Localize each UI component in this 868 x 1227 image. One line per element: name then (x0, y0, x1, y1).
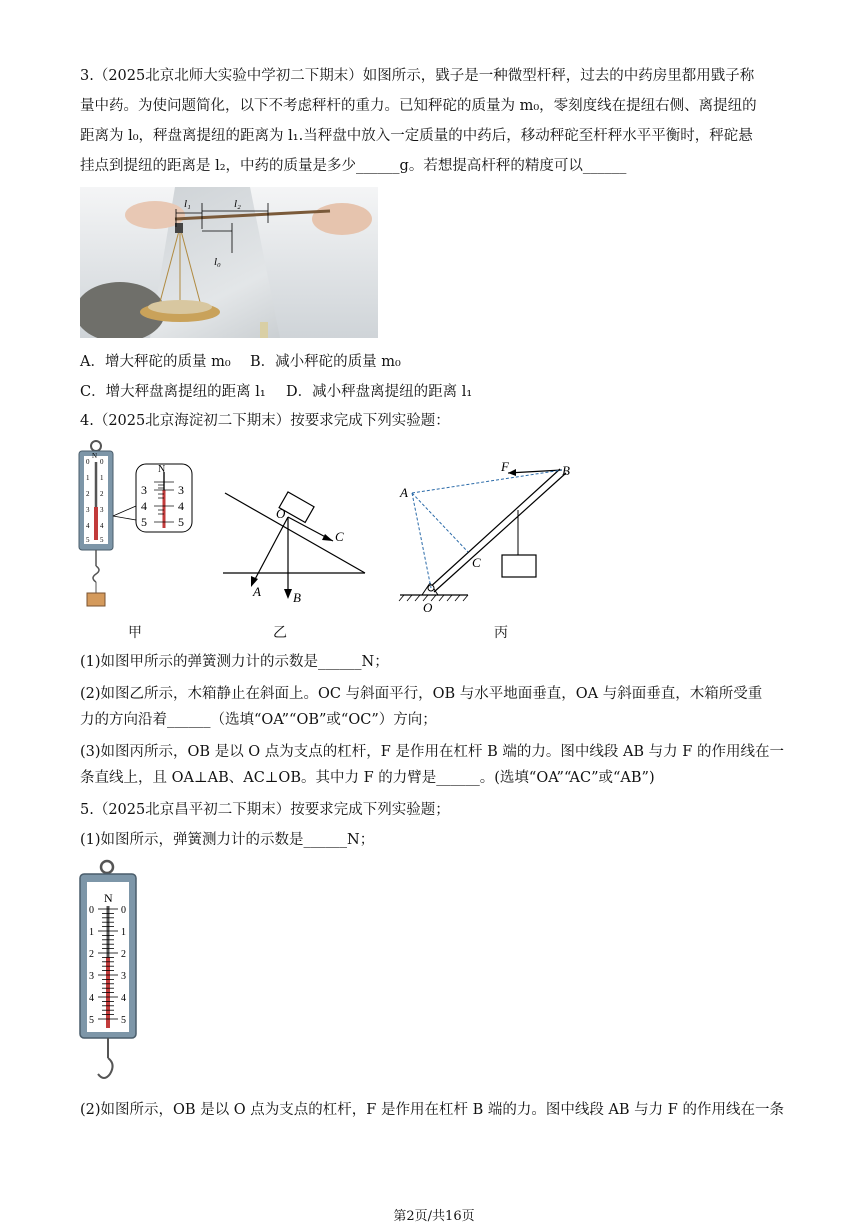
jia-tick-0: 0 (86, 458, 90, 466)
steelyard-photo (80, 187, 378, 338)
jia-tick-r5: 5 (100, 536, 104, 544)
q5-tick-3: 3 (89, 971, 94, 982)
fig-label-jia: 甲 (128, 625, 142, 641)
q5-tick-r4: 4 (121, 993, 126, 1004)
q4-title: 4.（2025北京海淀初二下期末）按要求完成下列实验题： (80, 413, 450, 429)
bing-point-b: B (562, 463, 570, 478)
option-c: C．增大秤盘离提纽的距离 l₁ (80, 384, 266, 400)
page-footer: 第2页/共16页 (393, 1209, 475, 1224)
zoom-tick-left-5: 5 (141, 515, 147, 529)
q5-tick-r5: 5 (121, 1015, 126, 1026)
zoom-tick-right-5: 5 (178, 515, 184, 529)
jia-tick-3: 3 (86, 506, 90, 514)
fig-label-yi: 乙 (273, 625, 287, 641)
fig-label-bing: 丙 (494, 625, 508, 641)
zoom-tick-left-4: 4 (141, 499, 147, 513)
option-b: B．减小秤砣的质量 m₀ (250, 354, 401, 370)
q5-title: 5.（2025北京昌平初二下期末）按要求完成下列实验题； (80, 802, 450, 818)
jia-tick-5: 5 (86, 536, 90, 544)
figure-yi (215, 475, 370, 610)
bing-point-a: A (400, 485, 408, 500)
q5-sub2: (2)如图所示，OB 是以 O 点为支点的杠杆，F 是作用在杠杆 B 端的力。图中线段 AB 与力 F 的作用线在一条 (80, 1102, 784, 1118)
figure-jia (74, 438, 200, 616)
q4-sub1: (1)如图甲所示的弹簧测力计的示数是______N； (80, 654, 389, 670)
yi-point-a: A (253, 584, 261, 599)
yi-point-b: B (293, 590, 301, 605)
q5-tick-4: 4 (89, 993, 94, 1004)
q5-spring-scale (78, 858, 140, 1090)
jia-tick-2: 2 (86, 490, 90, 498)
q5-tick-1: 1 (89, 927, 94, 938)
q3-line-3: 距离为 l₀，秤盘离提纽的距离为 l₁.当秤盘中放入一定质量的中药后，移动秤砣至杆秤水平平衡时，秤砣悬 (80, 128, 753, 144)
yi-point-c: C (335, 529, 344, 544)
q4-sub2-line-2: 力的方向沿着______（选填“OA”“OB”或“OC”）方向； (80, 712, 437, 728)
zoom-tick-left-3: 3 (141, 483, 147, 497)
q5-sub1: (1)如图所示，弹簧测力计的示数是______N； (80, 832, 375, 848)
photo-label-l1: l₁ (184, 198, 191, 210)
jia-tick-r2: 2 (100, 490, 104, 498)
jia-tick-r4: 4 (100, 522, 104, 530)
jia-tick-r0: 0 (100, 458, 104, 466)
q4-sub2-line-1: (2)如图乙所示，木箱静止在斜面上。OC 与斜面平行，OB 与水平地面垂直，OA 与斜面垂直，木箱所受重 (80, 686, 763, 702)
q5-unit: N (104, 891, 113, 905)
jia-unit: N (92, 452, 98, 460)
q5-tick-r2: 2 (121, 949, 126, 960)
photo-label-l2: l₂ (234, 198, 241, 210)
jia-tick-r1: 1 (100, 474, 104, 482)
q5-tick-2: 2 (89, 949, 94, 960)
q5-tick-r0: 0 (121, 905, 126, 916)
option-d: D．减小秤盘离提纽的距离 l₁ (286, 384, 473, 400)
bing-point-f: F (501, 459, 509, 474)
q5-tick-0: 0 (89, 905, 94, 916)
q3-line-4: 挂点到提纽的距离是 l₂，中药的质量是多少______g。若想提高杆秤的精度可以______ (80, 158, 627, 174)
q3-line-1: 3.（2025北京北师大实验中学初二下期末）如图所示，戥子是一种微型杆秤，过去的中药房里都用戥子称 (80, 68, 755, 84)
q3-line-2: 量中药。为使问题简化，以下不考虑秤杆的重力。已知秤砣的质量为 m₀，零刻度线在提纽右侧、离提纽的 (80, 98, 757, 114)
q5-tick-5: 5 (89, 1015, 94, 1026)
jia-tick-4: 4 (86, 522, 90, 530)
jia-tick-1: 1 (86, 474, 90, 482)
bing-point-o: O (423, 600, 433, 615)
yi-point-o: O (276, 506, 286, 521)
q4-sub3-line-1: (3)如图丙所示，OB 是以 O 点为支点的杠杆，F 是作用在杠杆 B 端的力。图中线段 AB 与力 F 的作用线在一 (80, 744, 784, 760)
photo-label-l0: l₀ (214, 256, 221, 268)
figure-bing (398, 455, 578, 615)
q5-tick-r1: 1 (121, 927, 126, 938)
zoom-tick-right-3: 3 (178, 483, 184, 497)
zoom-unit: N (158, 464, 166, 475)
option-a: A．增大秤砣的质量 m₀ (80, 354, 231, 370)
q4-sub3-line-2: 条直线上，且 OA⊥AB、AC⊥OB。其中力 F 的力臂是______。(选填“OA”“AC”或“AB”) (80, 770, 655, 786)
jia-tick-r3: 3 (100, 506, 104, 514)
bing-point-c: C (472, 555, 481, 570)
zoom-tick-right-4: 4 (178, 499, 184, 513)
q5-tick-r3: 3 (121, 971, 126, 982)
